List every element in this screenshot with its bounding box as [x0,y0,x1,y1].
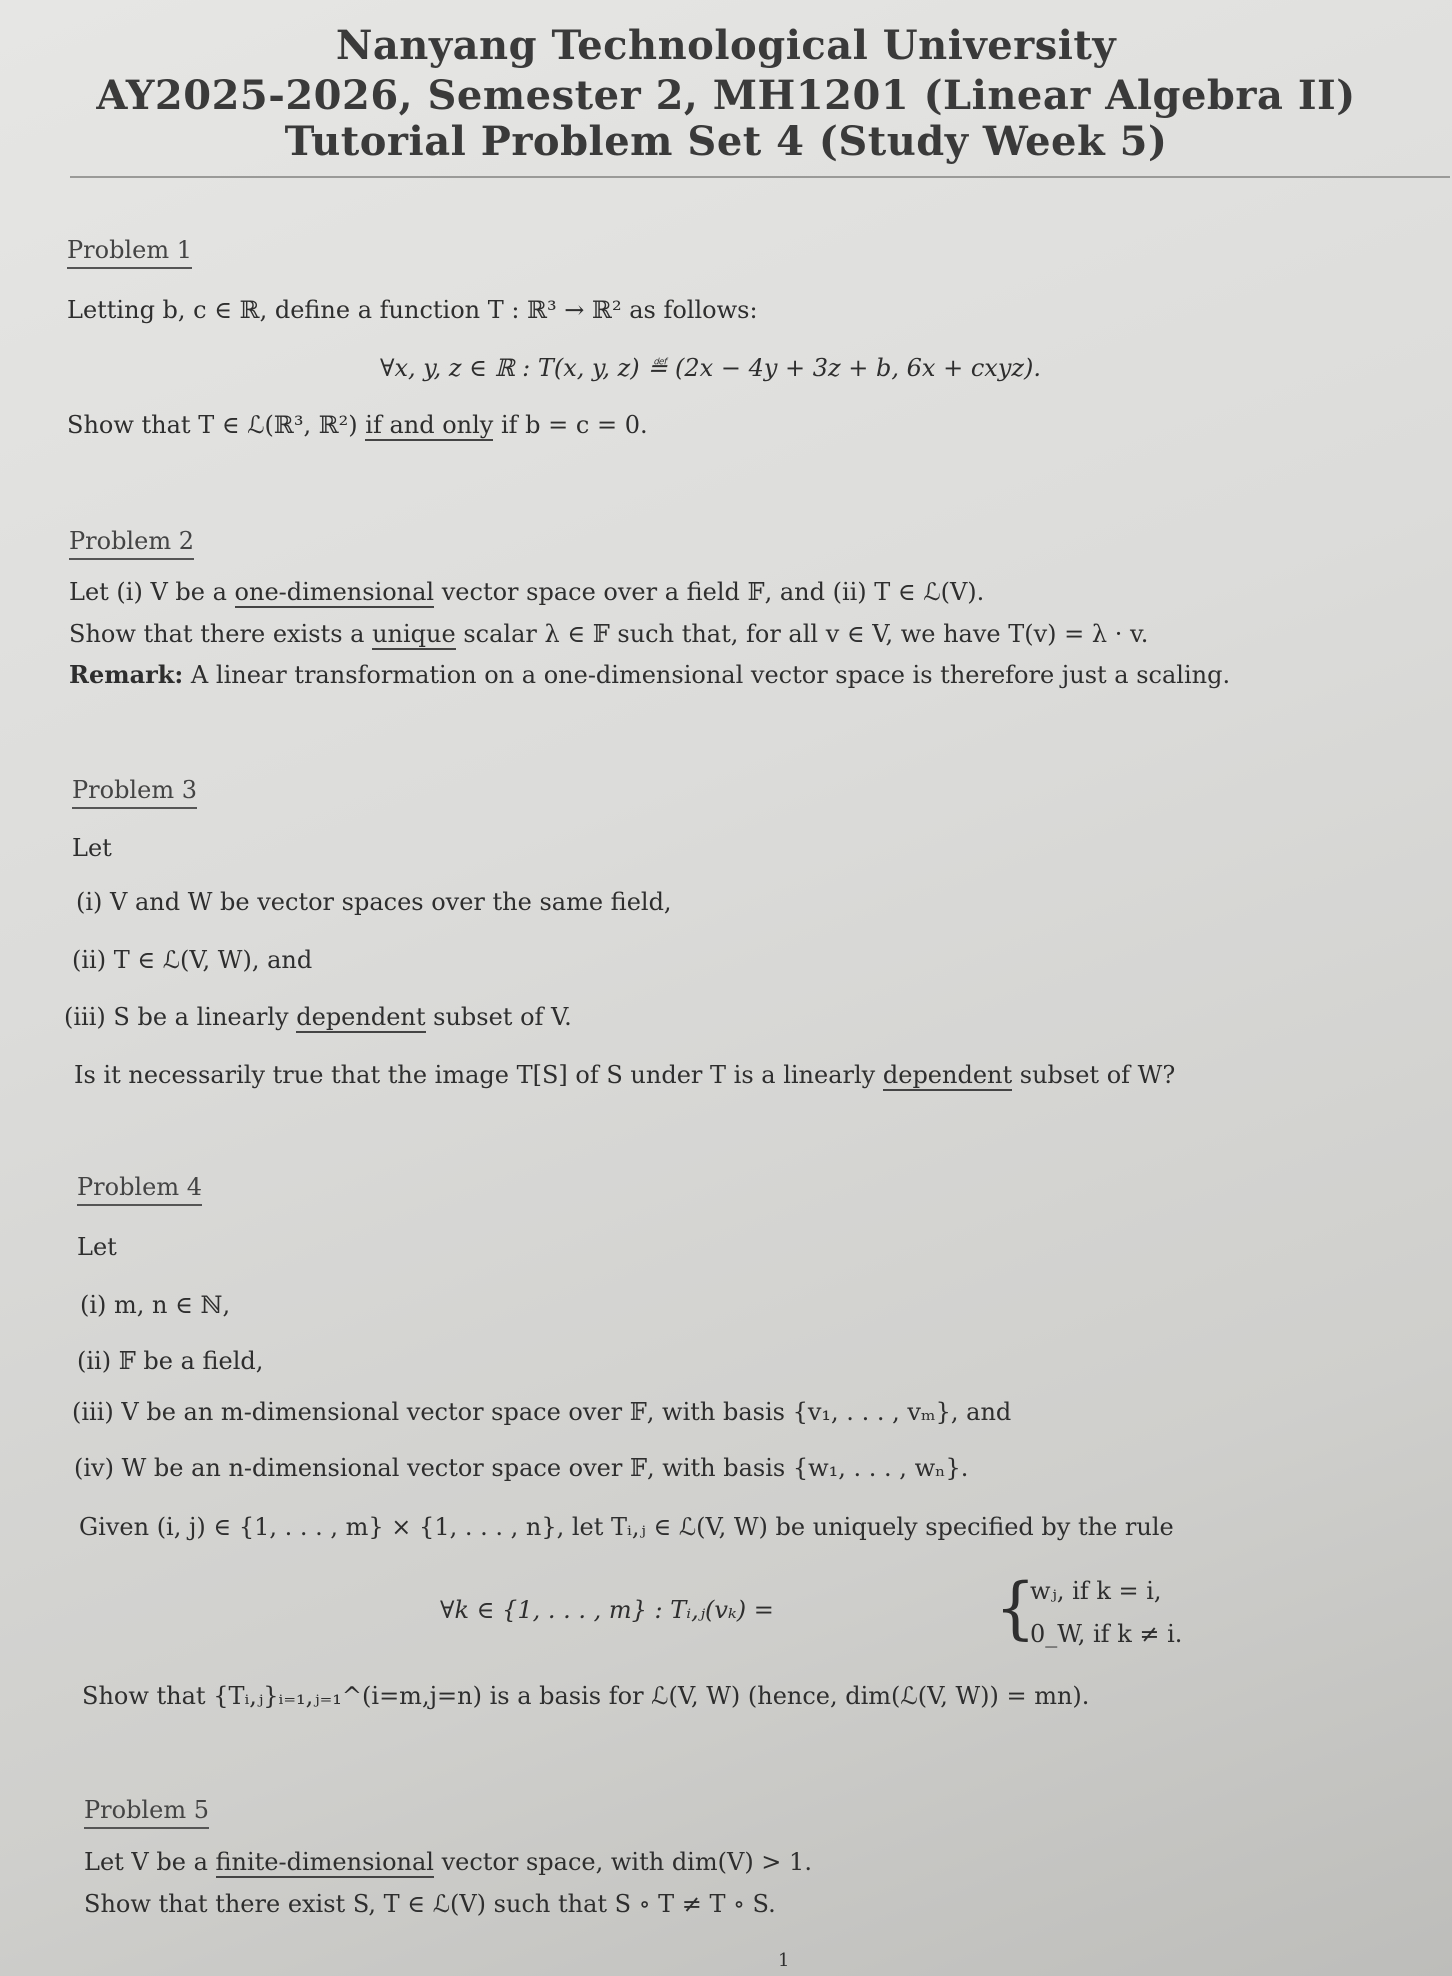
problem-4-item-ii: (ii) 𝔽 be a field, [77,1347,264,1375]
problem-set-title: Tutorial Problem Set 4 (Study Week 5) [284,118,1168,165]
problem-4-rule-lhs: ∀k ∈ {1, . . . , m} : Tᵢ,ⱼ(vₖ) = [440,1596,774,1624]
problem-2-heading: Problem 2 [69,527,194,560]
problem-4-heading: Problem 4 [77,1173,202,1206]
text: Let V be a [84,1848,216,1876]
underlined-text: dependent [296,1003,426,1031]
problem-5-line-1 [84,1848,812,1876]
problem-3-item-i: (i) V and W be vector spaces over the same field, [76,888,672,916]
page-number: 1 [778,1950,790,1971]
text: vector space, with dim(V) > 1. [433,1848,812,1876]
brace-symbol: { [995,1570,1036,1648]
text: subset of W? [1012,1061,1176,1089]
problem-3-item-iii [64,1003,572,1031]
problem-2-remark [69,660,1230,689]
underlined-text: if and only [365,411,494,439]
problem-4-case-2: 0_W, if k ≠ i. [1030,1620,1183,1648]
underlined-text: dependent [882,1061,1013,1089]
problem-4-item-i: (i) m, n ∈ ℕ, [80,1291,231,1319]
text: Let (i) V be a [69,578,235,606]
course-title: AY2025-2026, Semester 2, MH1201 (Linear Algebra II) [96,72,1356,119]
problem-1-formula: ∀x, y, z ∈ ℝ : T(x, y, z) ≝ (2x − 4y + 3z + b, 6x + cxyz). [380,354,1042,382]
problem-3-item-ii: (ii) T ∈ ℒ(V, W), and [72,946,313,974]
problem-4-item-iv: (iv) W be an n-dimensional vector space over 𝔽, with basis {w₁, . . . , wₙ}. [74,1454,969,1482]
header-divider [70,176,1450,178]
problem-1-heading: Problem 1 [67,236,192,269]
text: Is it necessarily true that the image T[S] of S under T is a linearly [74,1061,883,1089]
problem-5-line-2: Show that there exist S, T ∈ ℒ(V) such that S ∘ T ≠ T ∘ S. [84,1890,776,1918]
text: Show that there exists a [69,620,373,648]
underlined-text: unique [372,620,456,648]
problem-3-question [74,1061,1175,1089]
text: vector space over a field 𝔽, and (ii) T ∈ ℒ(V). [434,578,985,606]
problem-3-let: Let [72,834,112,862]
text: A linear transformation on a one-dimensional vector space is therefore just a scaling. [183,661,1231,689]
text: (iii) S be a linearly [64,1003,297,1031]
problem-3-heading: Problem 3 [72,776,197,809]
text: Show that T ∈ ℒ(ℝ³, ℝ²) [67,411,366,439]
problem-4-let: Let [77,1233,117,1261]
remark-label: Remark: [69,660,184,689]
problem-5-heading: Problem 5 [84,1796,209,1829]
university-title: Nanyang Technological University [335,22,1117,69]
problem-4-show: Show that {Tᵢ,ⱼ}ᵢ₌₁,ⱼ₌₁^(i=m,j=n) is a basis for ℒ(V, W) (hence, dim(ℒ(V, W)) = mn). [82,1682,1090,1710]
text: if b = c = 0. [493,411,648,439]
underlined-text: one-dimensional [234,578,435,606]
problem-2-line-2 [69,620,1148,648]
underlined-text: finite-dimensional [215,1848,434,1876]
problem-2-line-1 [69,578,984,606]
problem-1-line-1: Letting b, c ∈ ℝ, define a function T : ℝ³ → ℝ² as follows: [67,296,758,324]
problem-4-item-iii: (iii) V be an m-dimensional vector space over 𝔽, with basis {v₁, . . . , vₘ}, and [72,1398,1012,1426]
problem-1-line-3 [67,411,648,439]
text: subset of V. [425,1003,572,1031]
problem-4-case-1: wⱼ, if k = i, [1030,1577,1162,1605]
problem-4-given: Given (i, j) ∈ {1, . . . , m} × {1, . . . , n}, let Tᵢ,ⱼ ∈ ℒ(V, W) be uniquely specified by the rule [79,1513,1174,1541]
text: scalar λ ∈ 𝔽 such that, for all v ∈ V, we have T(v) = λ · v. [455,620,1149,648]
